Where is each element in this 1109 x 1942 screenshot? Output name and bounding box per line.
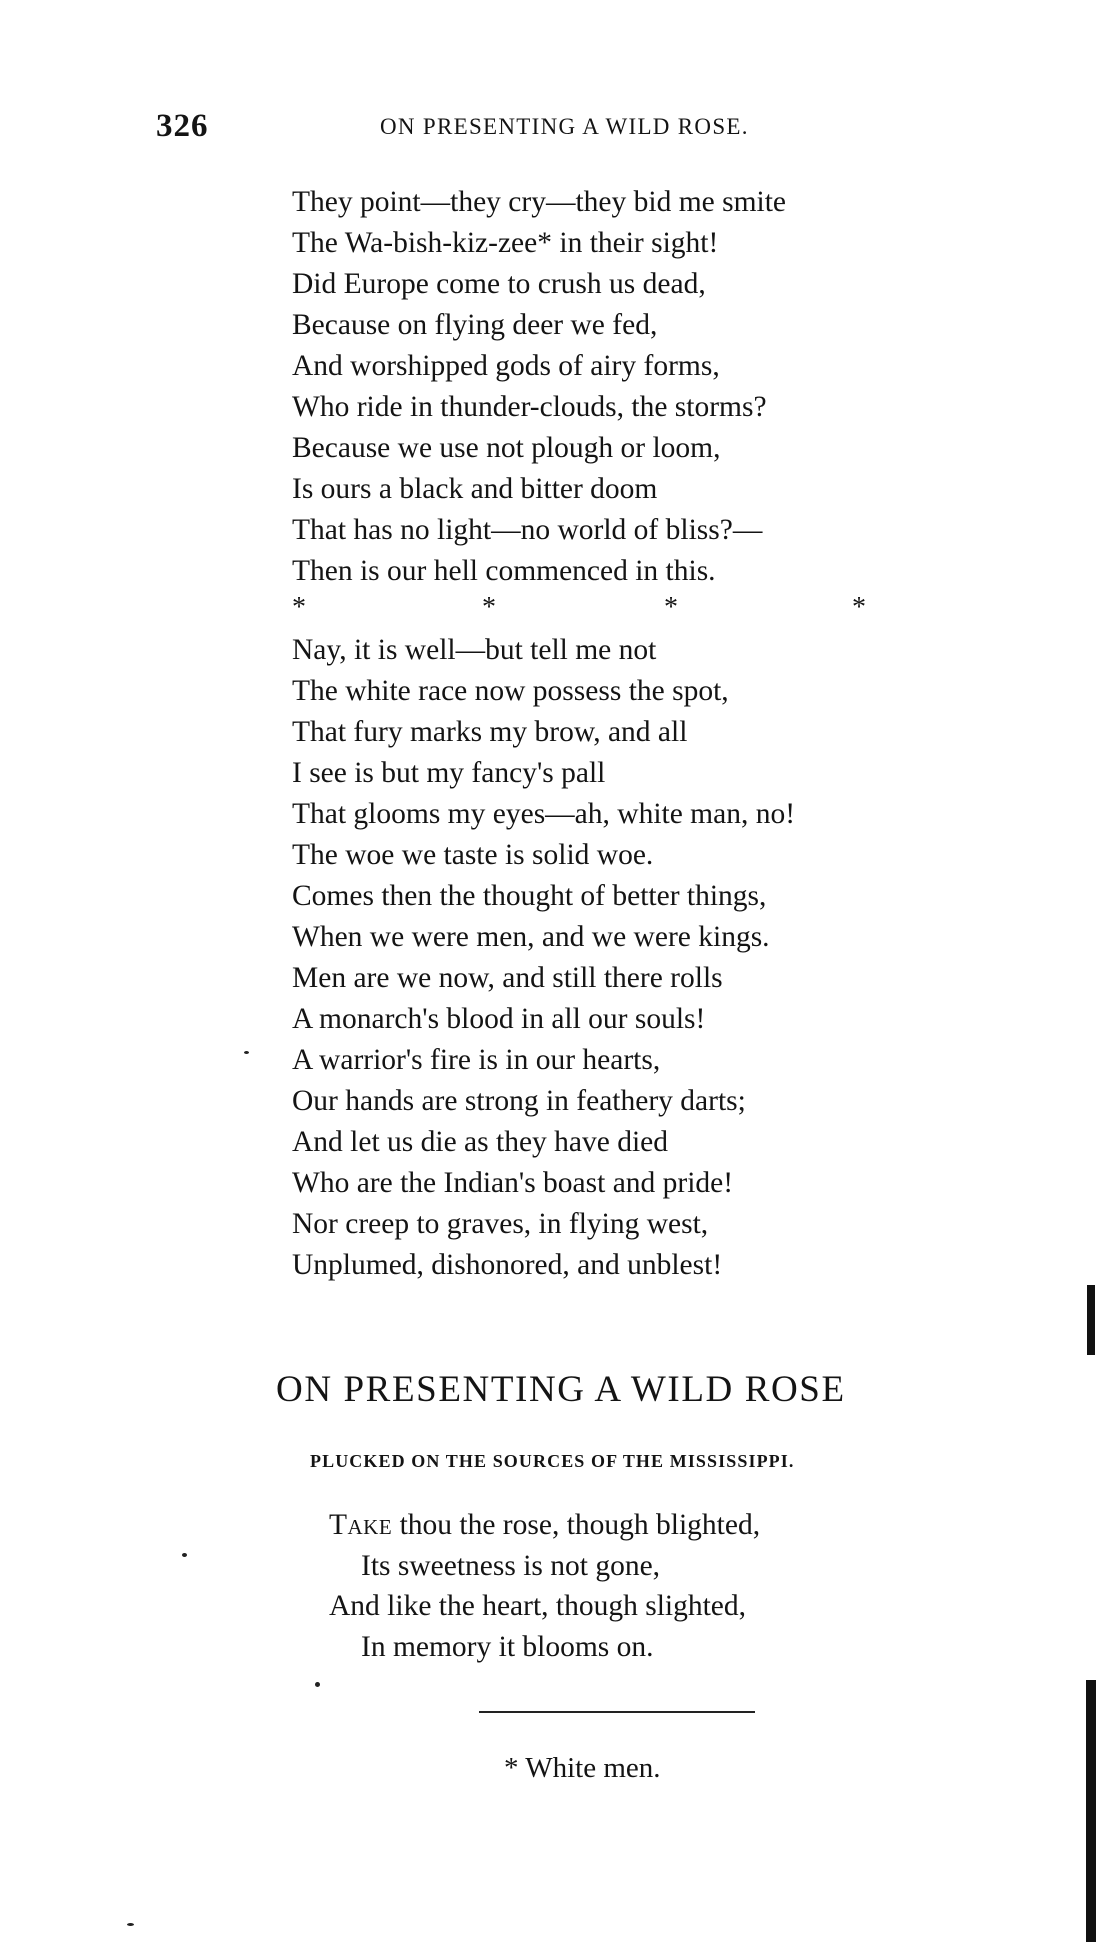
page-edge-shadow (1086, 1680, 1096, 1942)
verse-line: Our hands are strong in feathery darts; (292, 1085, 746, 1117)
verse-line: And let us die as they have died (292, 1126, 669, 1158)
verse-line: The woe we taste is solid woe. (292, 839, 654, 871)
running-head: ON PRESENTING A WILD ROSE. (380, 114, 749, 139)
asterisk: * (852, 592, 866, 623)
verse-line: Men are we now, and still there rolls (292, 962, 723, 994)
verse-line: Nay, it is well—but tell me not (292, 634, 657, 666)
verse-line: And like the heart, though slighted, (329, 1590, 747, 1622)
verse-line: Did Europe come to crush us dead, (292, 268, 706, 300)
verse-line: That has no light—no world of bliss?— (292, 514, 763, 546)
poem-stanza-2 (292, 630, 795, 1286)
verse-line: The Wa-bish-kiz-zee* in their sight! (292, 227, 719, 259)
verse-line: In memory it blooms on. (361, 1630, 654, 1663)
verse-line: Comes then the thought of better things, (292, 880, 767, 912)
scan-speck (127, 1923, 134, 1926)
verse-line: I see is but my fancy's pall (292, 757, 606, 789)
page-edge-shadow (1087, 1285, 1095, 1355)
verse-line-rest: thou the rose, though blighted, (392, 1509, 761, 1541)
verse-line: A monarch's blood in all our souls! (292, 1003, 706, 1035)
poem-subtitle: PLUCKED ON THE SOURCES OF THE MISSISSIPPI. (310, 1451, 795, 1471)
scan-speck (182, 1553, 187, 1557)
page-number: 326 (156, 108, 209, 144)
verse-line: Its sweetness is not gone, (361, 1549, 661, 1582)
verse-line: When we were men, and we were kings. (292, 921, 770, 953)
footnote-rule (479, 1711, 755, 1713)
verse-line: Because on flying deer we fed, (292, 309, 658, 341)
verse-line: They point—they cry—they bid me smite (292, 186, 787, 218)
verse-line: Then is our hell commenced in this. (292, 555, 716, 587)
verse-line: That glooms my eyes—ah, white man, no! (292, 798, 796, 830)
verse-line: Is ours a black and bitter doom (292, 473, 658, 505)
verse-line: Who ride in thunder-clouds, the storms? (292, 391, 767, 423)
verse-line: Because we use not plough or loom, (292, 432, 721, 464)
verse-line: Who are the Indian's boast and pride! (292, 1167, 734, 1199)
scan-speck (244, 1051, 249, 1054)
verse-line: The white race now possess the spot, (292, 675, 729, 707)
verse-initial-word: Take (329, 1509, 393, 1541)
verse-line: And worshipped gods of airy forms, (292, 350, 720, 382)
asterisk: * (664, 592, 678, 623)
asterisk: * (292, 592, 306, 623)
verse-line: Nor creep to graves, in flying west, (292, 1208, 709, 1240)
verse-line (329, 1505, 760, 1546)
asterisk: * (482, 592, 496, 623)
verse-line: Unplumed, dishonored, and unblest! (292, 1249, 723, 1281)
poem-verse (329, 1505, 760, 1667)
asterism-divider (292, 594, 872, 622)
verse-line: That fury marks my brow, and all (292, 716, 688, 748)
poem-stanza-1 (292, 182, 786, 592)
footnote: * White men. (504, 1752, 661, 1784)
poem-title: ON PRESENTING A WILD ROSE (276, 1369, 846, 1410)
verse-line: A warrior's fire is in our hearts, (292, 1044, 661, 1076)
scan-speck (315, 1682, 320, 1687)
